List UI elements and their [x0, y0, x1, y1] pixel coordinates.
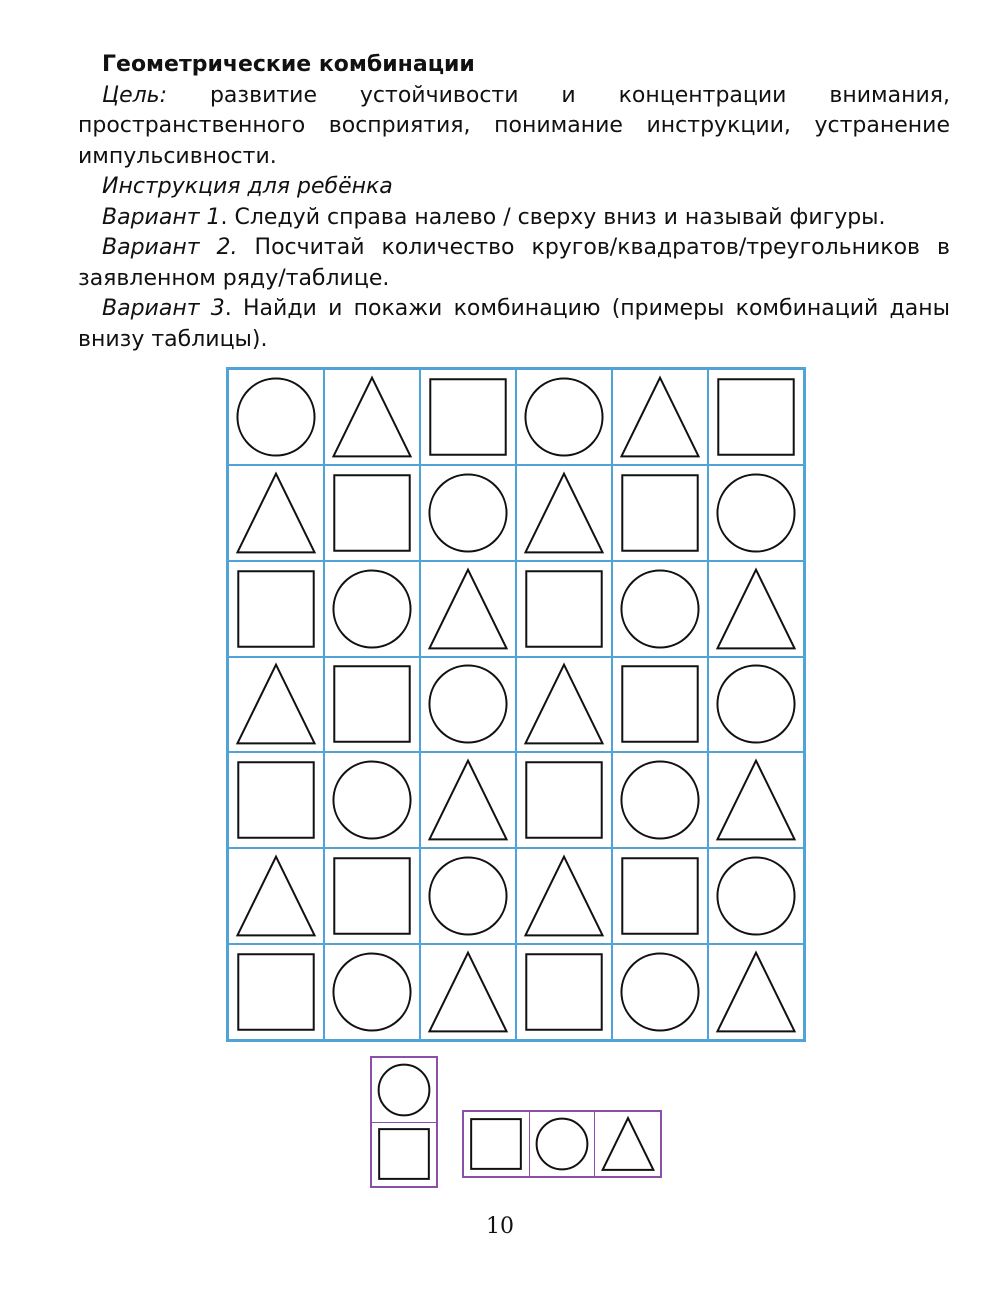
variant-2 [78, 233, 950, 294]
circle-icon [427, 663, 509, 745]
grid-cell-r1-c5[interactable] [612, 369, 708, 465]
grid-cell-r6-c3[interactable] [420, 848, 516, 944]
square-shape [430, 379, 505, 454]
grid-cell-r4-c5[interactable] [612, 657, 708, 753]
triangle-icon [427, 759, 509, 841]
variant-2-lead: Вариант 2. [102, 235, 238, 260]
grid-cell-r5-c4[interactable] [516, 752, 612, 848]
square-shape [379, 1129, 429, 1179]
grid-cell-r2-c5[interactable] [612, 465, 708, 561]
combination-cell [464, 1112, 529, 1176]
square-shape [622, 667, 697, 742]
variant-1-lead: Вариант 1 [102, 204, 221, 230]
square-icon [331, 663, 413, 745]
triangle-icon [235, 855, 317, 937]
circle-icon [331, 568, 413, 650]
square-icon [377, 1127, 431, 1181]
triangle-shape [525, 665, 602, 744]
grid-cell-r1-c4[interactable] [516, 369, 612, 465]
triangle-icon [427, 951, 509, 1033]
square-icon [331, 855, 413, 937]
shape-grid [226, 367, 806, 1042]
grid-cell-r6-c6[interactable] [708, 848, 804, 944]
triangle-shape [237, 857, 314, 936]
goal-text: развитие устойчивости и концентрации внимания, пространственного восприятия, понимание инструкции, устранение импульсивности. [78, 82, 950, 169]
grid-cell-r1-c1[interactable] [228, 369, 324, 465]
grid-cell-r5-c1[interactable] [228, 752, 324, 848]
combination-cell [529, 1112, 595, 1176]
circle-shape [237, 378, 314, 455]
triangle-shape [525, 857, 602, 936]
triangle-shape [717, 953, 794, 1032]
variant-2-text: Посчитай количество кругов/квадратов/треугольников в заявленном ряду/таблице. [78, 235, 950, 291]
circle-shape [379, 1064, 430, 1115]
square-shape [526, 954, 601, 1029]
grid-cell-r4-c6[interactable] [708, 657, 804, 753]
grid-cell-r7-c2[interactable] [324, 944, 420, 1040]
square-shape [238, 571, 313, 646]
grid-cell-r7-c3[interactable] [420, 944, 516, 1040]
circle-icon [619, 568, 701, 650]
circle-icon [235, 376, 317, 458]
square-shape [526, 763, 601, 838]
combination-cell [372, 1122, 436, 1187]
circle-icon [535, 1117, 589, 1171]
triangle-icon [331, 376, 413, 458]
circle-shape [717, 666, 794, 743]
triangle-icon [235, 663, 317, 745]
triangle-icon [715, 759, 797, 841]
square-shape [238, 763, 313, 838]
grid-cell-r5-c2[interactable] [324, 752, 420, 848]
grid-cell-r2-c6[interactable] [708, 465, 804, 561]
triangle-icon [715, 951, 797, 1033]
square-icon [235, 568, 317, 650]
grid-cell-r5-c5[interactable] [612, 752, 708, 848]
square-shape [526, 571, 601, 646]
square-shape [718, 379, 793, 454]
triangle-shape [717, 569, 794, 648]
square-shape [334, 858, 409, 933]
square-icon [235, 951, 317, 1033]
square-icon [235, 759, 317, 841]
circle-icon [377, 1063, 431, 1117]
circle-shape [429, 474, 506, 551]
page-number: 10 [486, 1214, 514, 1239]
circle-icon [523, 376, 605, 458]
goal-lead: Цель: [102, 82, 168, 108]
square-shape [622, 475, 697, 550]
page-title: Геометрические комбинации [102, 52, 475, 77]
variant-3 [78, 294, 950, 355]
square-icon [523, 951, 605, 1033]
triangle-icon [715, 568, 797, 650]
circle-icon [715, 855, 797, 937]
grid-cell-r3-c6[interactable] [708, 561, 804, 657]
combination-example-vertical [370, 1056, 438, 1188]
circle-icon [427, 855, 509, 937]
square-icon [619, 663, 701, 745]
combination-cell [372, 1058, 436, 1122]
grid-cell-r2-c3[interactable] [420, 465, 516, 561]
square-shape [622, 858, 697, 933]
grid-cell-r3-c3[interactable] [420, 561, 516, 657]
circle-icon [715, 472, 797, 554]
triangle-icon [523, 472, 605, 554]
triangle-icon [523, 663, 605, 745]
circle-shape [333, 762, 410, 839]
triangle-shape [602, 1118, 653, 1170]
grid-cell-r6-c4[interactable] [516, 848, 612, 944]
grid-cell-r7-c4[interactable] [516, 944, 612, 1040]
grid-cell-r1-c2[interactable] [324, 369, 420, 465]
square-icon [619, 472, 701, 554]
triangle-shape [429, 953, 506, 1032]
grid-cell-r2-c1[interactable] [228, 465, 324, 561]
grid-cell-r5-c3[interactable] [420, 752, 516, 848]
grid-cell-r7-c6[interactable] [708, 944, 804, 1040]
circle-shape [525, 378, 602, 455]
grid-cell-r3-c5[interactable] [612, 561, 708, 657]
variant-1-text: . Следуй справа налево / сверху вниз и называй фигуры. [220, 204, 886, 230]
triangle-shape [237, 665, 314, 744]
grid-cell-r3-c2[interactable] [324, 561, 420, 657]
triangle-icon [601, 1117, 655, 1171]
grid-cell-r2-c4[interactable] [516, 465, 612, 561]
triangle-shape [621, 378, 698, 457]
triangle-icon [235, 472, 317, 554]
triangle-shape [237, 473, 314, 552]
circle-shape [621, 570, 698, 647]
circle-shape [621, 762, 698, 839]
circle-shape [621, 954, 698, 1031]
square-shape [334, 475, 409, 550]
circle-shape [333, 954, 410, 1031]
square-shape [334, 667, 409, 742]
variant-3-lead: Вариант 3 [102, 296, 225, 321]
combination-example-horizontal [462, 1110, 662, 1178]
circle-icon [619, 759, 701, 841]
triangle-icon [427, 568, 509, 650]
grid-cell-r1-c6[interactable] [708, 369, 804, 465]
circle-shape [333, 570, 410, 647]
circle-icon [331, 759, 413, 841]
grid-cell-r5-c6[interactable] [708, 752, 804, 848]
grid-cell-r7-c1[interactable] [228, 944, 324, 1040]
grid-cell-r3-c4[interactable] [516, 561, 612, 657]
grid-cell-r7-c5[interactable] [612, 944, 708, 1040]
combination-cell [594, 1112, 660, 1176]
grid-cell-r4-c1[interactable] [228, 657, 324, 753]
grid-cell-r6-c2[interactable] [324, 848, 420, 944]
circle-icon [427, 472, 509, 554]
instruction-heading: Инструкция для ребёнка [102, 174, 393, 199]
square-icon [427, 376, 509, 458]
grid-cell-r4-c3[interactable] [420, 657, 516, 753]
grid-cell-r4-c2[interactable] [324, 657, 420, 753]
square-shape [471, 1119, 521, 1169]
grid-cell-r2-c2[interactable] [324, 465, 420, 561]
circle-shape [429, 666, 506, 743]
circle-icon [715, 663, 797, 745]
square-icon [523, 759, 605, 841]
grid-cell-r6-c5[interactable] [612, 848, 708, 944]
square-icon [331, 472, 413, 554]
grid-cell-r4-c4[interactable] [516, 657, 612, 753]
triangle-shape [429, 569, 506, 648]
circle-icon [619, 951, 701, 1033]
triangle-icon [619, 376, 701, 458]
grid-cell-r6-c1[interactable] [228, 848, 324, 944]
instructions-block [78, 50, 950, 355]
variant-3-text: . Найди и покажи комбинацию (примеры комбинаций даны внизу таблицы). [78, 296, 950, 352]
square-icon [523, 568, 605, 650]
circle-icon [331, 951, 413, 1033]
square-icon [715, 376, 797, 458]
triangle-shape [525, 473, 602, 552]
triangle-icon [523, 855, 605, 937]
square-icon [619, 855, 701, 937]
square-shape [238, 954, 313, 1029]
goal-paragraph [78, 81, 950, 173]
triangle-shape [717, 761, 794, 840]
triangle-shape [333, 378, 410, 457]
grid-cell-r3-c1[interactable] [228, 561, 324, 657]
triangle-shape [429, 761, 506, 840]
variant-1 [78, 203, 950, 234]
circle-shape [429, 858, 506, 935]
square-icon [469, 1117, 523, 1171]
grid-cell-r1-c3[interactable] [420, 369, 516, 465]
circle-shape [537, 1119, 588, 1170]
circle-shape [717, 858, 794, 935]
circle-shape [717, 474, 794, 551]
